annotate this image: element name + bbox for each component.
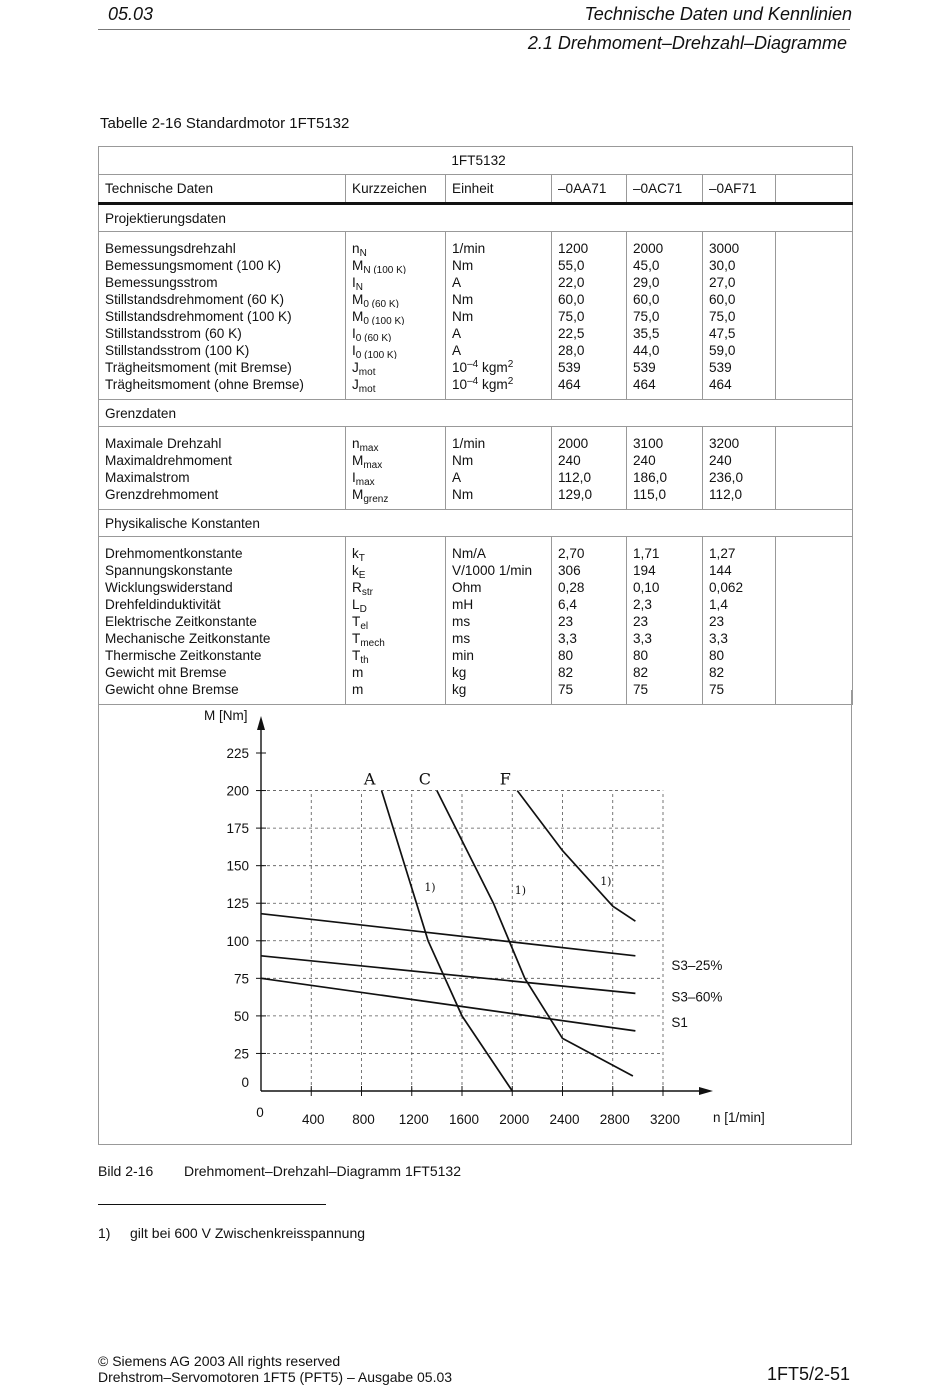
table-header-row	[99, 175, 853, 204]
torque-speed-chart	[99, 690, 851, 1144]
footnote-mark-label: 1)	[424, 881, 436, 895]
param-symbol: $k_T$	[346, 537, 446, 563]
y-axis-label: M [Nm]	[204, 708, 248, 723]
param-unit: Nm	[446, 291, 552, 308]
column-header: Kurzzeichen	[346, 175, 446, 204]
column-header: –0AC71	[627, 175, 703, 204]
param-unit: Nm	[446, 308, 552, 325]
x-tick-label: 0	[256, 1105, 264, 1120]
section-header-row	[99, 400, 853, 427]
param-name: Drehmomentkonstante	[99, 537, 346, 563]
param-symbol: m	[346, 664, 446, 681]
table-row	[99, 427, 853, 453]
param-value: 464	[552, 376, 627, 400]
param-value: 3000	[703, 232, 776, 258]
param-symbol: $M_{0 (100 K)}$	[346, 308, 446, 325]
param-value: 80	[627, 647, 703, 664]
x-tick-label: 800	[352, 1112, 375, 1127]
column-header: –0AA71	[552, 175, 627, 204]
section-title: Projektierungsdaten	[99, 204, 853, 232]
param-unit: A	[446, 342, 552, 359]
param-symbol: $I_{max}$	[346, 469, 446, 486]
footnote-mark-label: 1)	[514, 884, 527, 898]
param-name: Stillstandsdrehmoment (100 K)	[99, 308, 346, 325]
param-value: 2000	[627, 232, 703, 258]
param-value: 35,5	[627, 325, 703, 342]
param-unit: Nm/A	[446, 537, 552, 563]
header-date: 05.03	[108, 4, 154, 24]
param-value: 60,0	[703, 291, 776, 308]
param-value: 75,0	[703, 308, 776, 325]
param-value: 27,0	[703, 274, 776, 291]
column-header: –0AF71	[703, 175, 776, 204]
param-value-empty	[776, 308, 853, 325]
series-label: S1	[671, 1014, 688, 1030]
param-value: 60,0	[552, 291, 627, 308]
y-tick-label: 150	[226, 858, 249, 874]
footer-copyright: © Siemens AG 2003 All rights reserved	[98, 1353, 341, 1369]
param-value: 75	[627, 681, 703, 705]
table-row	[99, 257, 853, 274]
footnote-mark-label: 1)	[600, 875, 612, 889]
param-value: 23	[552, 613, 627, 630]
param-value: 59,0	[703, 342, 776, 359]
param-name: Maximale Drehzahl	[99, 427, 346, 453]
param-value: 306	[552, 562, 627, 579]
footnote-text: gilt bei 600 V Zwischenkreisspannung	[130, 1225, 366, 1241]
param-symbol: $n_{max}$	[346, 427, 446, 453]
param-value: 464	[627, 376, 703, 400]
param-value: 82	[703, 664, 776, 681]
param-value-empty	[776, 647, 853, 664]
param-value-empty	[776, 486, 853, 510]
param-value: 236,0	[703, 469, 776, 486]
param-name: Stillstandsstrom (100 K)	[99, 342, 346, 359]
table-row	[99, 664, 853, 681]
footer-page-number: 1FT5/2-51	[766, 1364, 850, 1384]
y-tick-label: 200	[226, 783, 249, 799]
param-unit: A	[446, 469, 552, 486]
x-tick-label: 2400	[549, 1112, 580, 1127]
table-row	[99, 274, 853, 291]
param-name: Stillstandsdrehmoment (60 K)	[99, 291, 346, 308]
param-value: 30,0	[703, 257, 776, 274]
x-axis-arrow	[699, 1087, 713, 1095]
table-row	[99, 291, 853, 308]
param-value: 75	[552, 681, 627, 705]
param-name: Bemessungsstrom	[99, 274, 346, 291]
param-value: 2,3	[627, 596, 703, 613]
y-tick-label: 0	[241, 1075, 249, 1090]
param-value: 539	[703, 359, 776, 376]
param-name: Gewicht mit Bremse	[99, 664, 346, 681]
param-value-empty	[776, 452, 853, 469]
param-symbol: $M_{max}$	[346, 452, 446, 469]
param-name: Drehfeldinduktivität	[99, 596, 346, 613]
param-unit: min	[446, 647, 552, 664]
y-tick-label: 125	[226, 896, 249, 912]
param-value: 82	[552, 664, 627, 681]
series-line-F	[514, 791, 635, 922]
param-value: 80	[552, 647, 627, 664]
param-symbol: $M_{grenz}$	[346, 486, 446, 510]
table-row	[99, 359, 853, 376]
param-name: Bemessungsdrehzahl	[99, 232, 346, 258]
param-symbol: $n_N$	[346, 232, 446, 258]
param-value: 129,0	[552, 486, 627, 510]
param-symbol: $T_{th}$	[346, 647, 446, 664]
param-value: 115,0	[627, 486, 703, 510]
param-value: 539	[552, 359, 627, 376]
param-value: 1,71	[627, 537, 703, 563]
param-name: Thermische Zeitkonstante	[99, 647, 346, 664]
param-value-empty	[776, 579, 853, 596]
param-value-empty	[776, 376, 853, 400]
param-symbol: $L_D$	[346, 596, 446, 613]
param-value: 240	[627, 452, 703, 469]
x-tick-label: 2000	[499, 1112, 530, 1127]
param-name: Wicklungswiderstand	[99, 579, 346, 596]
x-tick-label: 400	[301, 1112, 325, 1127]
table-row	[99, 486, 853, 510]
series-label: S3–60%	[671, 989, 723, 1005]
table-row	[99, 232, 853, 258]
param-name: Maximalstrom	[99, 469, 346, 486]
series-label: C	[418, 769, 431, 789]
param-symbol: $R_{str}$	[346, 579, 446, 596]
param-value: 3100	[627, 427, 703, 453]
param-name: Elektrische Zeitkonstante	[99, 613, 346, 630]
section-title: Physikalische Konstanten	[99, 510, 853, 537]
figure-caption: Drehmoment–Drehzahl–Diagramm 1FT5132	[184, 1163, 462, 1179]
param-unit: $10^{-4}$ kgm$^2$	[446, 359, 552, 376]
param-value: 6,4	[552, 596, 627, 613]
x-tick-label: 1200	[398, 1112, 429, 1127]
param-value-empty	[776, 257, 853, 274]
param-symbol: $k_E$	[346, 562, 446, 579]
param-value: 3200	[703, 427, 776, 453]
param-unit: Nm	[446, 257, 552, 274]
header-section: 2.1 Drehmoment–Drehzahl–Diagramme	[527, 33, 847, 53]
param-value: 28,0	[552, 342, 627, 359]
param-name: Spannungskonstante	[99, 562, 346, 579]
column-header: Technische Daten	[99, 175, 346, 204]
param-symbol: $I_N$	[346, 274, 446, 291]
y-tick-label: 75	[233, 971, 249, 987]
param-symbol: $J_{mot}$	[346, 359, 446, 376]
table-row	[99, 325, 853, 342]
param-value: 3,3	[703, 630, 776, 647]
table-row	[99, 562, 853, 579]
param-value: 75,0	[627, 308, 703, 325]
y-tick-label: 225	[226, 746, 249, 761]
chart-frame	[98, 690, 852, 1145]
param-value: 2,70	[552, 537, 627, 563]
param-unit: ms	[446, 613, 552, 630]
y-tick-label: 25	[233, 1046, 249, 1062]
table-row	[99, 613, 853, 630]
param-unit: 1/min	[446, 427, 552, 453]
table-row	[99, 537, 853, 563]
footnote-mark: 1)	[98, 1225, 111, 1241]
param-value-empty	[776, 274, 853, 291]
param-symbol: $M_{N (100 K)}$	[346, 257, 446, 274]
table-row	[99, 630, 853, 647]
param-value: 3,3	[552, 630, 627, 647]
section-header-row	[99, 204, 853, 232]
motor-data-table	[98, 146, 853, 705]
series-line-C	[437, 791, 633, 1076]
param-value: 60,0	[627, 291, 703, 308]
header-rule	[98, 29, 850, 30]
param-value: 0,28	[552, 579, 627, 596]
param-value: 22,5	[552, 325, 627, 342]
param-name: Trägheitsmoment (mit Bremse)	[99, 359, 346, 376]
table-row	[99, 452, 853, 469]
param-name: Bemessungsmoment (100 K)	[99, 257, 346, 274]
table-row	[99, 579, 853, 596]
param-value: 0,062	[703, 579, 776, 596]
param-value-empty	[776, 342, 853, 359]
param-unit: A	[446, 325, 552, 342]
param-value-empty	[776, 562, 853, 579]
series-label: S3–25%	[671, 957, 723, 973]
table-row	[99, 342, 853, 359]
param-unit: Ohm	[446, 579, 552, 596]
series-label: A	[363, 769, 376, 789]
param-unit: A	[446, 274, 552, 291]
series-line-S360	[261, 956, 635, 994]
param-unit: $10^{-4}$ kgm$^2$	[446, 376, 552, 400]
series-line-S325	[261, 914, 635, 956]
x-axis-label: n [1/min]	[713, 1110, 765, 1125]
footer-edition: Drehstrom–Servomotoren 1FT5 (PFT5) – Ausgabe 05.03	[98, 1369, 453, 1385]
column-header-empty	[776, 175, 853, 204]
param-value: 144	[703, 562, 776, 579]
param-unit: Nm	[446, 452, 552, 469]
param-symbol: $J_{mot}$	[346, 376, 446, 400]
param-symbol: $T_{mech}$	[346, 630, 446, 647]
param-value-empty	[776, 537, 853, 563]
param-value-empty	[776, 359, 853, 376]
param-value-empty	[776, 325, 853, 342]
table-caption: Tabelle 2-16 Standardmotor 1FT5132	[100, 115, 350, 132]
x-tick-label: 3200	[649, 1112, 681, 1127]
param-value: 29,0	[627, 274, 703, 291]
param-value: 2000	[552, 427, 627, 453]
param-name: Grenzdrehmoment	[99, 486, 346, 510]
param-value-empty	[776, 596, 853, 613]
param-value: 55,0	[552, 257, 627, 274]
table-row	[99, 647, 853, 664]
param-name: Mechanische Zeitkonstante	[99, 630, 346, 647]
param-value: 464	[703, 376, 776, 400]
param-value: 23	[627, 613, 703, 630]
param-name: Maximaldrehmoment	[99, 452, 346, 469]
param-name: Trägheitsmoment (ohne Bremse)	[99, 376, 346, 400]
param-value: 194	[627, 562, 703, 579]
figure-number: Bild 2-16	[98, 1163, 154, 1179]
param-value: 45,0	[627, 257, 703, 274]
y-tick-label: 100	[226, 933, 249, 949]
param-value: 539	[627, 359, 703, 376]
param-value: 3,3	[627, 630, 703, 647]
param-value-empty	[776, 427, 853, 453]
y-tick-label: 175	[226, 821, 249, 837]
x-tick-label: 2800	[599, 1112, 630, 1127]
section-header-row	[99, 510, 853, 537]
column-header: Einheit	[446, 175, 552, 204]
param-unit: ms	[446, 630, 552, 647]
param-value: 75,0	[552, 308, 627, 325]
param-value-empty	[776, 469, 853, 486]
param-value: 240	[703, 452, 776, 469]
table-title: 1FT5132	[99, 147, 853, 175]
header-chapter: Technische Daten und Kennlinien	[584, 4, 852, 24]
footnote-rule	[98, 1204, 326, 1205]
param-value: 44,0	[627, 342, 703, 359]
param-value: 47,5	[703, 325, 776, 342]
param-value: 80	[703, 647, 776, 664]
param-value-empty	[776, 664, 853, 681]
param-name: Stillstandsstrom (60 K)	[99, 325, 346, 342]
table-row	[99, 376, 853, 400]
param-value: 82	[627, 664, 703, 681]
param-value: 112,0	[703, 486, 776, 510]
table-row	[99, 469, 853, 486]
table-title-row	[99, 147, 853, 175]
param-unit: V/1000 1/min	[446, 562, 552, 579]
series-label: F	[499, 769, 511, 789]
param-unit: mH	[446, 596, 552, 613]
section-title: Grenzdaten	[99, 400, 853, 427]
param-value: 1,27	[703, 537, 776, 563]
param-unit: Nm	[446, 486, 552, 510]
param-name: Gewicht ohne Bremse	[99, 681, 346, 705]
param-symbol: $T_{el}$	[346, 613, 446, 630]
param-unit: 1/min	[446, 232, 552, 258]
table-row	[99, 308, 853, 325]
param-value-empty	[776, 291, 853, 308]
param-value: 23	[703, 613, 776, 630]
param-value: 186,0	[627, 469, 703, 486]
param-value-empty	[776, 630, 853, 647]
param-value: 240	[552, 452, 627, 469]
y-axis-arrow	[257, 716, 265, 730]
param-symbol: m	[346, 681, 446, 705]
param-symbol: $M_{0 (60 K)}$	[346, 291, 446, 308]
y-tick-label: 50	[233, 1008, 249, 1024]
param-unit: kg	[446, 681, 552, 705]
x-tick-label: 1600	[448, 1112, 480, 1127]
param-value-empty	[776, 613, 853, 630]
param-value: 112,0	[552, 469, 627, 486]
param-value: 1,4	[703, 596, 776, 613]
param-symbol: $I_{0 (60 K)}$	[346, 325, 446, 342]
param-value-empty	[776, 232, 853, 258]
param-value: 1200	[552, 232, 627, 258]
param-value: 0,10	[627, 579, 703, 596]
param-value: 75	[703, 681, 776, 705]
param-unit: kg	[446, 664, 552, 681]
param-symbol: $I_{0 (100 K)}$	[346, 342, 446, 359]
table-row	[99, 596, 853, 613]
param-value: 22,0	[552, 274, 627, 291]
